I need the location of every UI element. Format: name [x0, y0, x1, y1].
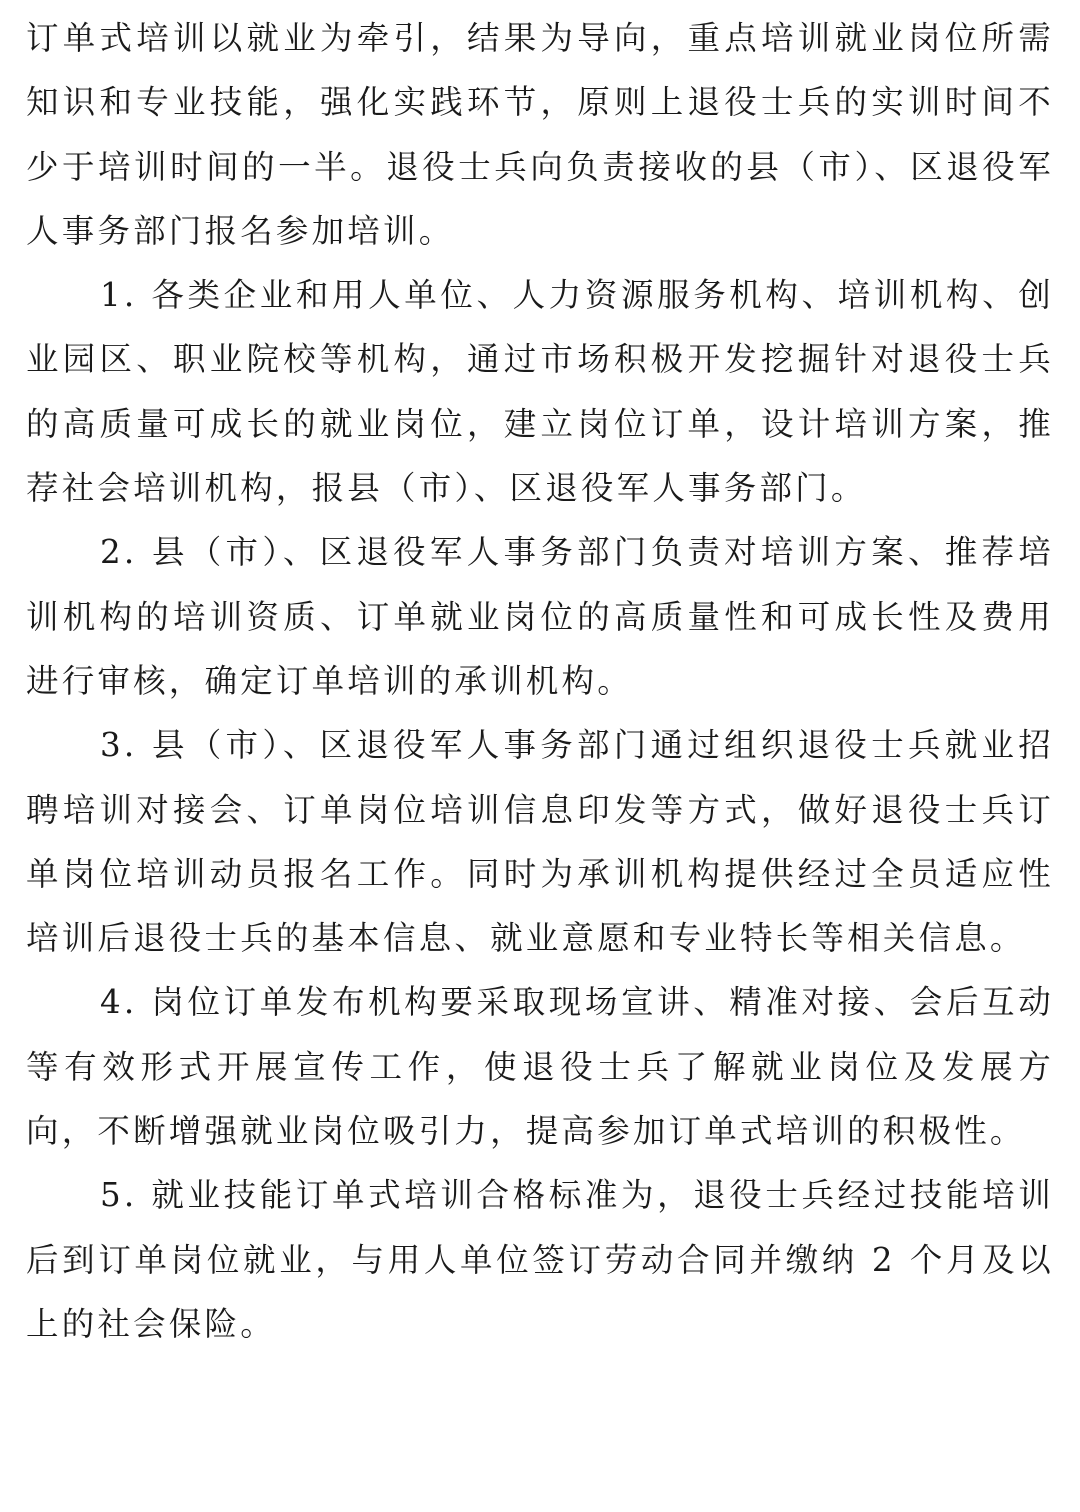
paragraph-item-5: 5. 就业技能订单式培训合格标准为，退役士兵经过技能培训后到订单岗位就业，与用人单位签订劳动合同并缴纳 2 个月及以上的社会保险。: [26, 1176, 1054, 1343]
paragraph-item-3: 3. 县（市）、区退役军人事务部门通过组织退役士兵就业招聘培训对接会、订单岗位培训信息印发等方式，做好退役士兵订单岗位培训动员报名工作。同时为承训机构提供经过全员适应性培训后退役士兵的基本信息、就业意愿和专业特长等相关信息。: [26, 726, 1054, 958]
paragraph-item-4: 4. 岗位订单发布机构要采取现场宣讲、精准对接、会后互动等有效形式开展宣传工作，使退役士兵了解就业岗位及发展方向，不断增强就业岗位吸引力，提高参加订单式培训的积极性。: [26, 983, 1054, 1151]
paragraph-training-intro: 订单式培训以就业为牵引，结果为导向，重点培训就业岗位所需知识和专业技能，强化实践环节，原则上退役士兵的实训时间不少于培训时间的一半。退役士兵向负责接收的县（市）、区退役军人事务部门报名参加培训。: [26, 19, 1054, 250]
paragraph-item-1: 1. 各类企业和用人单位、人力资源服务机构、培训机构、创业园区、职业院校等机构，通过市场积极开发挖掘针对退役士兵的高质量可成长的就业岗位，建立岗位订单，设计培训方案，推荐社会培训机构，报县（市）、区退役军人事务部门。: [26, 276, 1054, 508]
paragraph-item-2: 2. 县（市）、区退役军人事务部门负责对培训方案、推荐培训机构的培训资质、订单就业岗位的高质量性和可成长性及费用进行审核，确定订单培训的承训机构。: [26, 533, 1054, 700]
